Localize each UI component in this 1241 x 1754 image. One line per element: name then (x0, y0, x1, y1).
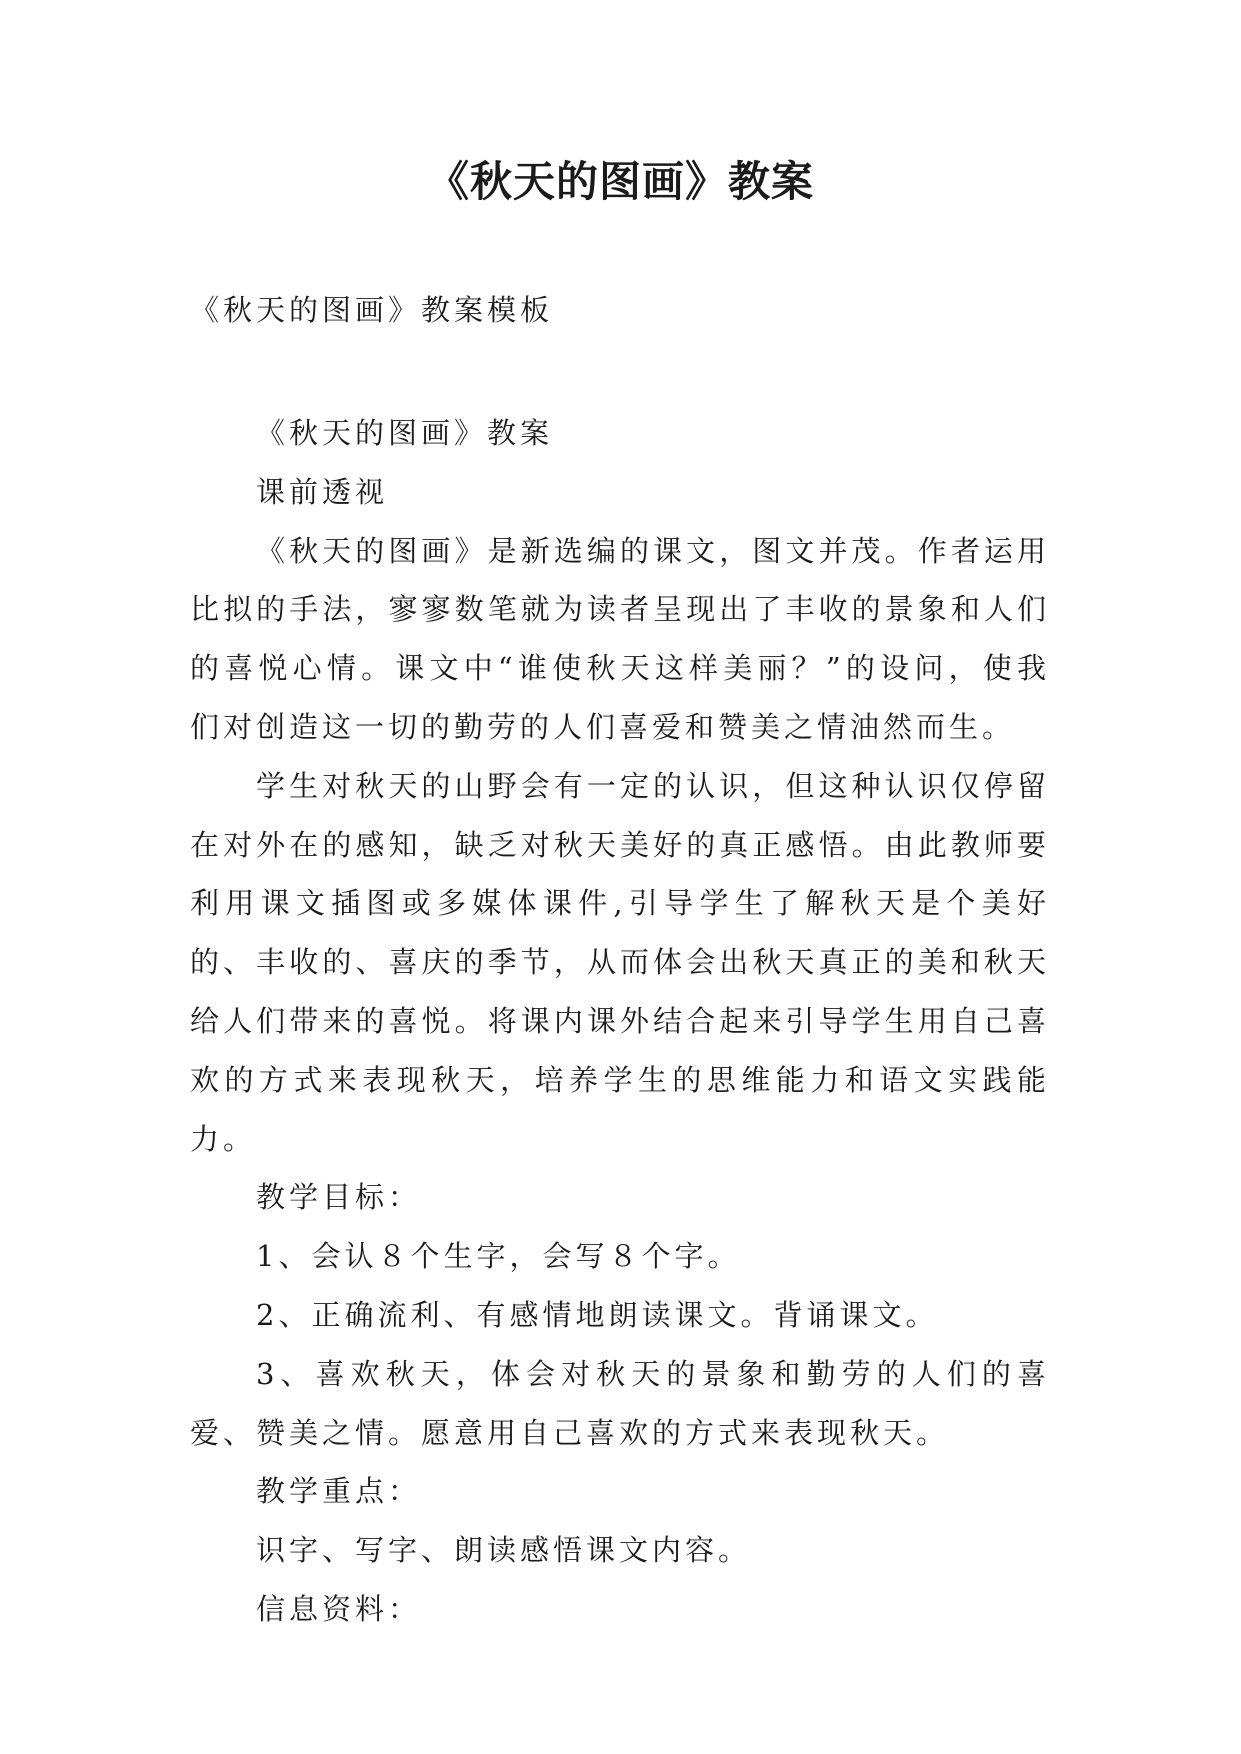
body-paragraph: 识字、写字、朗读感悟课文内容。 (256, 1533, 752, 1568)
document-title: 《秋天的图画》教案 (426, 157, 814, 206)
section-heading-teaching-focus: 教学重点： (256, 1474, 422, 1509)
document-body (190, 404, 1050, 1639)
section-heading-lesson-plan: 《秋天的图画》教案 (256, 416, 554, 450)
goal-item: 3、喜欢秋天，体会对秋天的景象和勤劳的人们的喜爱、赞美之情。愿意用自己喜欢的方式来表现秋天。 (190, 1356, 1050, 1450)
section-heading-info-materials: 信息资料： (256, 1591, 422, 1626)
body-paragraph: 《秋天的图画》是新选编的课文，图文并茂。作者运用比拟的手法，寥寥数笔就为读者呈现出了丰收的景象和人们的喜悦心情。课文中“谁使秋天这样美丽？”的设问，使我们对创造这一切的勤劳的人们喜爱和赞美之情油然而生。 (190, 533, 1050, 744)
section-heading-teaching-goals: 教学目标： (256, 1180, 422, 1215)
document-subtitle: 《秋天的图画》教案模板 (190, 293, 554, 327)
body-paragraph: 学生对秋天的山野会有一定的认识，但这种认识仅停留在对外在的感知，缺乏对秋天美好的真正感悟。由此教师要利用课文插图或多媒体课件,引导学生了解秋天是个美好的、丰收的、喜庆的季节，从而体会出秋天真正的美和秋天给人们带来的喜悦。将课内课外结合起来引导学生用自己喜欢的方式来表现秋天，培养学生的思维能力和语文实践能力。 (190, 768, 1050, 1156)
section-heading-preview: 课前透视 (256, 474, 389, 509)
goal-item: 1、会认８个生字，会写８个字。 (256, 1239, 741, 1274)
goal-item: 2、正确流利、有感情地朗读课文。背诵课文。 (256, 1297, 939, 1332)
